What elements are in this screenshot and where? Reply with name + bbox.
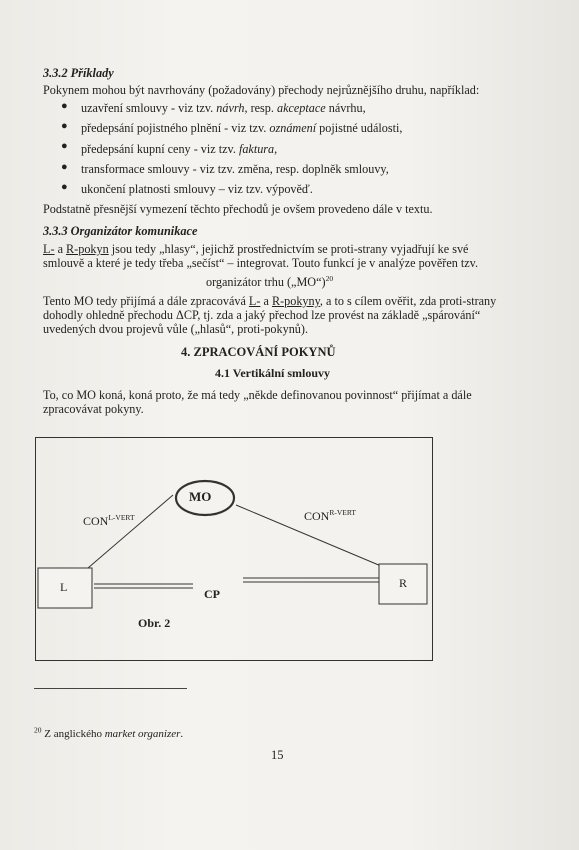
footnote-separator xyxy=(34,688,187,689)
l-label: L xyxy=(60,580,68,594)
paragraph: Podstatně přesnější vymezení těchto přechodů je ovšem provedeno dále v textu. xyxy=(43,202,433,216)
list-item: předepsání kupní ceny - viz tzv. faktura, xyxy=(81,142,278,156)
bullet-icon: ● xyxy=(61,161,68,173)
bullet-icon: ● xyxy=(61,120,68,132)
r-label: R xyxy=(399,576,408,590)
paragraph: smlouvě a které je tedy třeba „sečíst“ – integrovat. Touto funkcí je v analýze pověřen tzv. xyxy=(43,256,479,270)
list-item: ukončení platnosti smlouvy – viz tzv. výpověď. xyxy=(81,182,313,196)
con-right-label: $CON^{R-VERT}$ xyxy=(304,508,356,523)
subsection-heading: 4.1 Vertikální smlouvy xyxy=(215,366,331,380)
paragraph: Pokynem mohou být navrhovány (požadovány) přechody nejrůznějšího druhu, například: xyxy=(43,83,480,97)
paragraph: dohodly ohledně přechodu ΔCP, tj. zda a jaký přechod lze provést na základě „spárování“ xyxy=(43,308,481,322)
figure-diagram xyxy=(35,437,433,661)
paragraph: Tento MO tedy přijímá a dále zpracovává L- a R-pokyny, a to s cílem ověřit, zda proti-strany xyxy=(43,294,497,308)
paragraph: zpracovávat pokyny. xyxy=(43,402,144,416)
list-item: transformace smlouvy - viz tzv. změna, resp. doplněk smlouvy, xyxy=(81,162,389,176)
section-heading-examples: 3.3.2 Příklady xyxy=(43,66,114,80)
figure-caption: Obr. 2 xyxy=(138,616,171,630)
bullet-icon: ● xyxy=(61,181,68,193)
list-item: předepsání pojistného plnění - viz tzv. oznámení pojistné události, xyxy=(81,121,403,135)
diagram-lines xyxy=(36,438,432,660)
con-left-label: $CON^{L-VERT}$ xyxy=(83,513,135,528)
paragraph: L- a R-pokyn jsou tedy „hlasy“, jejichž prostřednictvím se proti-strany vyjadřují ke své xyxy=(43,242,469,256)
bullet-icon: ● xyxy=(61,100,68,112)
definition-line: organizátor trhu („MO“)$^{20}$ xyxy=(206,273,334,289)
connector-line xyxy=(88,495,173,568)
section-heading-organizer: 3.3.3 Organizátor komunikace xyxy=(43,224,198,238)
page-number: 15 xyxy=(271,748,284,762)
footnote: $^{20}$ Z anglického market organizer. xyxy=(34,725,184,740)
cp-label: CP xyxy=(204,587,220,601)
list-item: uzavření smlouvy - viz tzv. návrh, resp. akceptace návrhu, xyxy=(81,101,366,115)
paragraph: To, co MO koná, koná proto, že má tedy „někde definovanou povinnost“ přijímat a dále xyxy=(43,388,472,402)
mo-label: MO xyxy=(189,489,212,504)
chapter-heading: 4. ZPRACOVÁNÍ POKYNŮ xyxy=(181,345,336,359)
bullet-icon: ● xyxy=(61,140,68,152)
paragraph: uvedených dvou projevů vůle („hlasů“, proti-pokynů). xyxy=(43,322,309,336)
